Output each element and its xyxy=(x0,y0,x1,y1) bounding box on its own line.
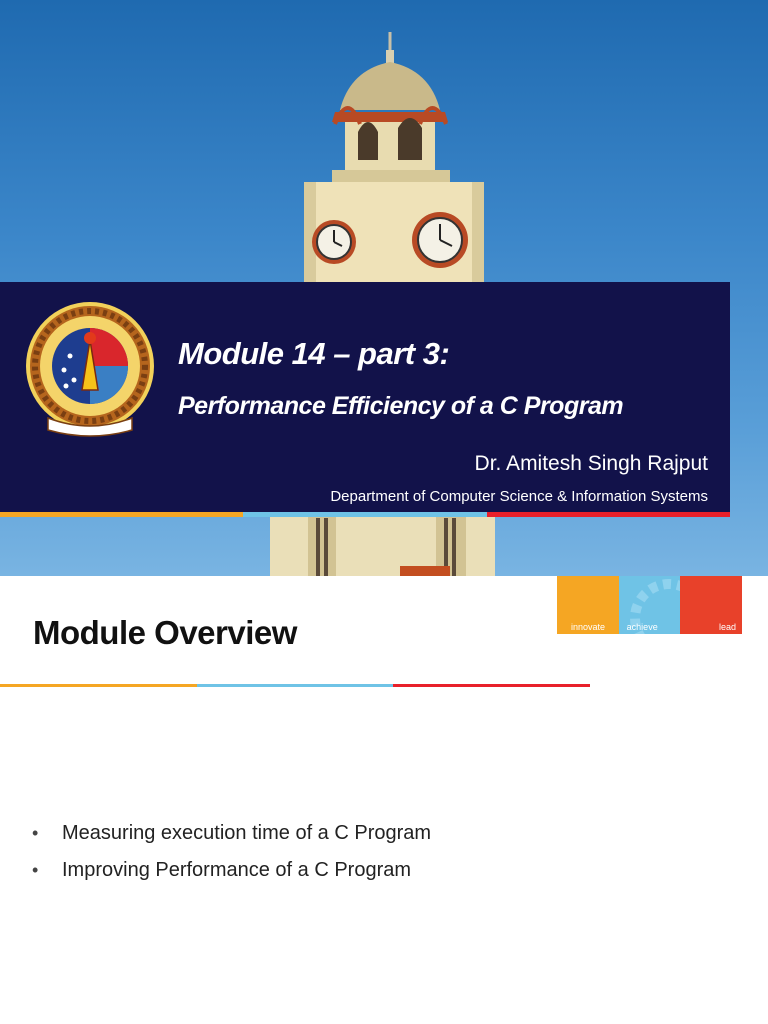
brand-label-achieve: achieve xyxy=(626,622,658,632)
bullet-icon: • xyxy=(32,860,39,880)
department-name: Department of Computer Science & Information Systems xyxy=(330,488,708,505)
bullet-text: Improving Performance of a C Program xyxy=(62,859,412,881)
list-item xyxy=(32,857,431,894)
overview-bullet-list xyxy=(32,820,431,894)
brand-innovate xyxy=(557,576,619,634)
underline-red xyxy=(393,684,590,687)
title-color-stripe xyxy=(0,512,730,517)
overview-slide xyxy=(0,576,768,1024)
brand-label-lead: lead xyxy=(719,622,737,632)
stripe-orange xyxy=(0,512,243,517)
module-title: Module 14 – part 3: xyxy=(178,336,450,371)
brand-tagline-block xyxy=(557,576,742,634)
author-name: Dr. Amitesh Singh Rajput xyxy=(474,452,708,475)
brand-achieve xyxy=(619,576,681,634)
underline-orange xyxy=(0,684,197,687)
stripe-blue xyxy=(243,512,486,517)
list-item xyxy=(32,820,431,857)
title-underline xyxy=(0,684,590,687)
bullet-icon: • xyxy=(32,823,39,843)
module-subtitle: Performance Efficiency of a C Program xyxy=(178,392,624,420)
stripe-red xyxy=(487,512,730,517)
bits-pilani-logo xyxy=(20,300,160,440)
brand-lead xyxy=(680,576,742,634)
overview-title: Module Overview xyxy=(33,614,297,651)
bullet-text: Measuring execution time of a C Program xyxy=(62,822,432,844)
brand-label-innovate: innovate xyxy=(571,622,606,632)
underline-blue xyxy=(197,684,394,687)
